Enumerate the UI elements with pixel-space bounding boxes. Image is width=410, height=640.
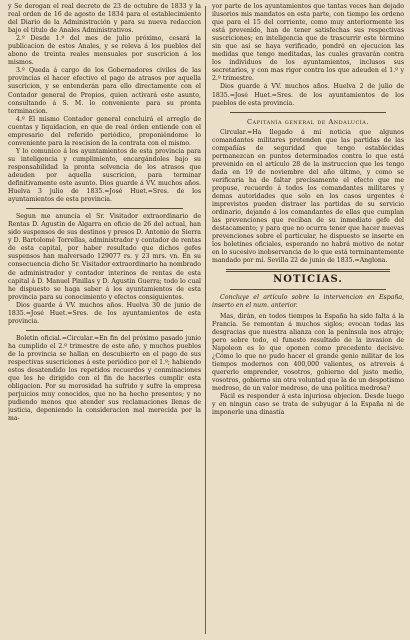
capitania-circular: Circular.=Ha llegado á mi noticia que algunos comandantes militares pretenden que las partidas de las compañías de seguridad que tengo establecidas permanezcan en puntos determinados contra lo que está prevenido en el artículo 28 de la instruccion que les tengo dada en 19 de noviembre del año último, y como se verificaria ha de faltar precisamente el efecto que me propuse, recuerdo á todos los comandantes militares y demas autoridades que solo en los casos urgentes é imprevistos pueden distraer las partidas de su servicio ordinario, dejando á los comandantes de ellas que cumplan las prevenciones que reciban de su inmediato gefe del destacamento; y para que no ocurra tener que hacer nuevas prevenciones sobre el particular, he dispuesto se inserte en los boletines oficiales, esperando no habrá motivo de notar en lo sucesivo inobservancia de lo que está terminantemente mandado por mí. Sevilla 22 de junio de 1835.=Anglona. [212,128,404,265]
divider [26,208,183,209]
decree-article-3: 3.º Queda á cargo de los Gobernadores civiles de las provincias el hacer efectivo el pago de atrasos por aquella suscricion, y se entenderán para ello directamente con el Contador general de Propios, quien activará este asunto, consultando á S. M. lo conveniente para su pronta terminacion. [8,67,201,115]
decree-article-2: 2.º Desde 1.º del mes de julio próximo, cesará la publicacion de estos Anales, y se releva á los pueblos del abono de treinta reales mensuales por suscricion á los mismos. [8,35,201,67]
circular-continuation: yor parte de los ayuntamientos que tantas veces han dejado ilusorios mis mandatos en esta parte, con tiempo les ordeno que para el 15 del corriente, como muy anteriormente les está prevenido, han de tener satisfechas sus respectivas suscriciones; en inteligencia que de trascurrir este término sin que así se haya verificado, pondré en ejecucion las medidas que tengo meditadas, las cuales gravarán contra los individuos de los ayuntamientos, inclusos sus secretarios, y con mas rigor contra los que adeuden el 1.º y 2.º trimestre. [212,3,404,83]
column-divider [205,6,206,634]
left-column [8,3,201,637]
huelva-signature-july-2: Dios guarde á VV. muchos años. Huelva 2 de julio de 1835.=José Huet.=Sres. de los ayuntamientos de los pueblos de esta provincia. [212,83,404,107]
boletin-oficial-circular: Boletin oficial.=Circular.=En fin del próximo pasado junio ha cumplido el 2.º trimestre de este año, y muchos pueblos de la provincia se hallan en descubierto en el pago de sus respectivas suscriciones á este periódico por el 1.º; habiendo estos desatendido los repetidos recuerdos y conminaciones que les he dirigido con el fin de hacerles cumplir esta obligacion. Por su morosidad ha sufrido y sufre la empresa perjuicios muy conocidos, que no ha hecho presentes; y no pudiendo menos que atender sus reclamaciones llenas de justicia, deponiendo la consideracion mal merecida por la ma- [8,334,201,423]
section-heading-capitania: Capitanía general de Andalucía. [247,117,369,126]
right-column [212,3,404,637]
noticias-heading: NOTICIAS. [273,274,343,286]
divider [26,330,183,331]
divider [230,289,386,290]
double-divider [226,269,390,272]
decree-article-4: 4.º El mismo Contador general concluirá el arreglo de cuentas y liquidacion, en que de real órden entiende con el empresario del referido periódico, proponiéndome lo conveniente para la rescision de la contrata con el mismo. [8,115,201,147]
noticias-paragraph-2: Fácil es responder á esta injuriosa objecion. Desde luego y en ningun caso se trata de subyugar á la España ni de imponerle una dinastía [212,393,404,417]
divider [230,112,386,113]
noticias-paragraph-1: Mas, dirán, en todos tiempos la España ha sido falta á la Francia. Se remontan á muchos siglos; evocan todas las desgracias que nuestra alianza con la península nos atrajo; pero sobre todo, el funesto resultado de la invasion de Napoleon es lo que oponen como precedente decisivo. ¿Cómo lo que no pudo hacer el grande genio militar de los tiempos modernos con 400,000 valientes, os atreveis á quererlo emprender, vosotros, gobierno del justo medio, vosotros, gobierno sin otra voluntad que la de un despotismo medroso, de un valor medroso, de una política medrosa? [212,312,404,393]
noticias-subheading: Concluye el artículo sobre la intervencion en España, inserto en el num. anterior. [212,293,404,309]
notice-to-ayuntamientos: Y lo comunico á los ayuntamientos de esta provincia para su inteligencia y cumplimiento, encargándoles bajo su responsabilidad la pronta solvencia de los atrasos que adeuden por aquella suscricion, para terminar definitivamente este asunto. Dios guarde á VV. muchos años. Huelva 3 julio de 1835.=José Huet.=Sres. de los ayuntamientos de esta provincia. [8,147,201,204]
rentas-visitador-notice: Segun me anuncia el Sr. Visitador extraordinario de Rentas D. Agustin de Algarra en oficio de 26 del actual, han sido suspensos de sus destinos y presos D. Antonio de Sierra y D. Bartolomé Torrellas, administrador y contador de rentas de esta capital, por haber resultado que dichos gefes suspensos han malversado 129077 rs. y 23 mrs. vn. En su consecuencia dicho Sr. Visitador extraordinario ha nombrado de administrador y contador interinos de rentas de esta capital á D. Manuel Pinillas y D. Agustin Guerra; todo lo cual he dispuesto se haga saber á los ayuntamientos de esta provincia para su conocimiento y efectos consiguientes. [8,213,201,301]
decree-article-1: y Se derogan el real decreto de 23 de octubre de 1833 y la real orden de 16 de agosto de 1834 para el establecimiento del Diario de la Administración y para su nueva redaccion bajo el título de Anales Administrativos. [8,3,201,35]
huelva-signature-june-30: Dios guarde á VV. muchos años. Huelva 30 de junio de 1835.=José Huet.=Sres. de los ayuntamientos de esta provincia. [8,301,201,325]
